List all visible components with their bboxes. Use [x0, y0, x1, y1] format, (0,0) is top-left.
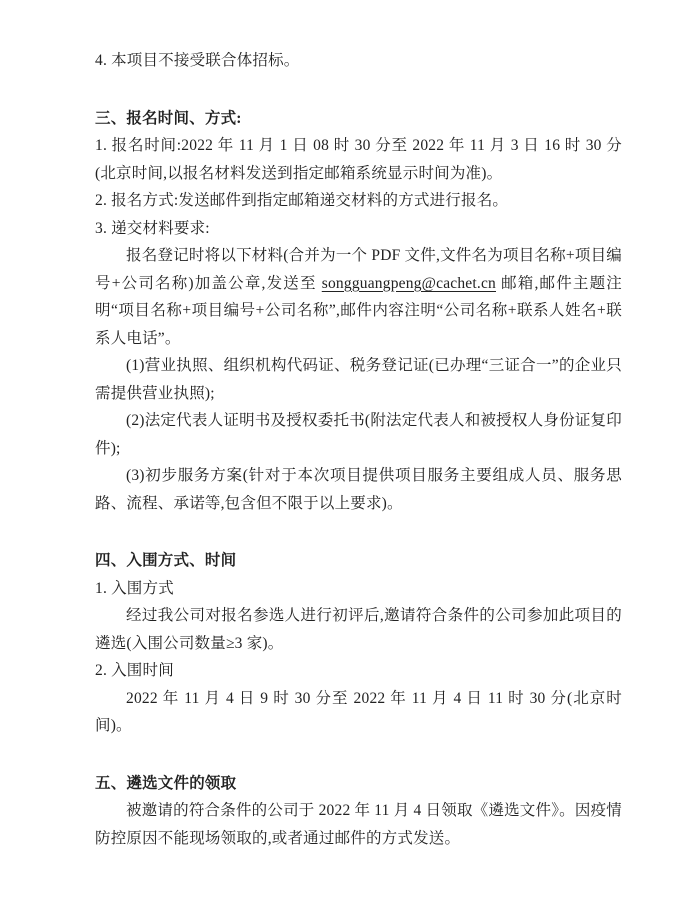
section-5-heading: 五、遴选文件的领取 [95, 774, 237, 792]
document-collection-body: 被邀请的符合条件的公司于 2022 年 11 月 4 日领取《遴选文件》。因疫情防控原因不能现场领取的,或者通过邮件的方式发送。 [95, 802, 622, 847]
section-3-heading: 三、报名时间、方式: [95, 109, 242, 127]
material-item-2: (2)法定代表人证明书及授权委托书(附法定代表人和被授权人身份证复印件); [95, 412, 622, 457]
shortlist-method-label: 1. 入围方式 [95, 579, 174, 597]
materials-requirement-clause: 3. 递交材料要求: [95, 219, 210, 237]
signup-method-clause: 2. 报名方式:发送邮件到指定邮箱递交材料的方式进行报名。 [95, 192, 509, 209]
material-item-3: (3)初步服务方案(针对于本次项目提供项目服务主要组成人员、服务思路、流程、承诺等,包含但不限于以上要求)。 [95, 467, 622, 512]
material-item-1: (1)营业执照、组织机构代码证、税务登记证(已办理“三证合一”的企业只需提供营业执照); [95, 357, 622, 402]
submission-email: songguangpeng@cachet.cn [321, 274, 496, 292]
signup-time-clause: 1. 报名时间:2022 年 11 月 1 日 08 时 30 分至 2022 年 11 月 3 日 16 时 30 分(北京时间,以报名材料发送到指定邮箱系统显示时间为准)。 [95, 137, 622, 182]
section-4-heading: 四、入围方式、时间 [95, 552, 237, 569]
clause-no-joint-bidding: 4. 本项目不接受联合体招标。 [95, 52, 300, 69]
document-content [95, 47, 622, 852]
shortlist-method-body: 经过我公司对报名参选人进行初评后,邀请符合条件的公司参加此项目的遴选(入围公司数量≥3 家)。 [95, 607, 622, 652]
materials-intro-before-email: 报名登记时将以下材料(合并为一个 PDF 文件,文件名为项目名称+项目编号+公司名称)加盖公章,发送至 [95, 247, 622, 292]
materials-intro-after-email: 邮箱,邮件主题注明“项目名称+项目编号+公司名称”,邮件内容注明“公司名称+联系人姓名+联系人电话”。 [95, 274, 622, 347]
shortlist-time-body: 2022 年 11 月 4 日 9 时 30 分至 2022 年 11 月 4 日 11 时 30 分(北京时间)。 [95, 689, 622, 734]
materials-intro-paragraph [95, 242, 622, 352]
shortlist-time-label: 2. 入围时间 [95, 662, 174, 679]
